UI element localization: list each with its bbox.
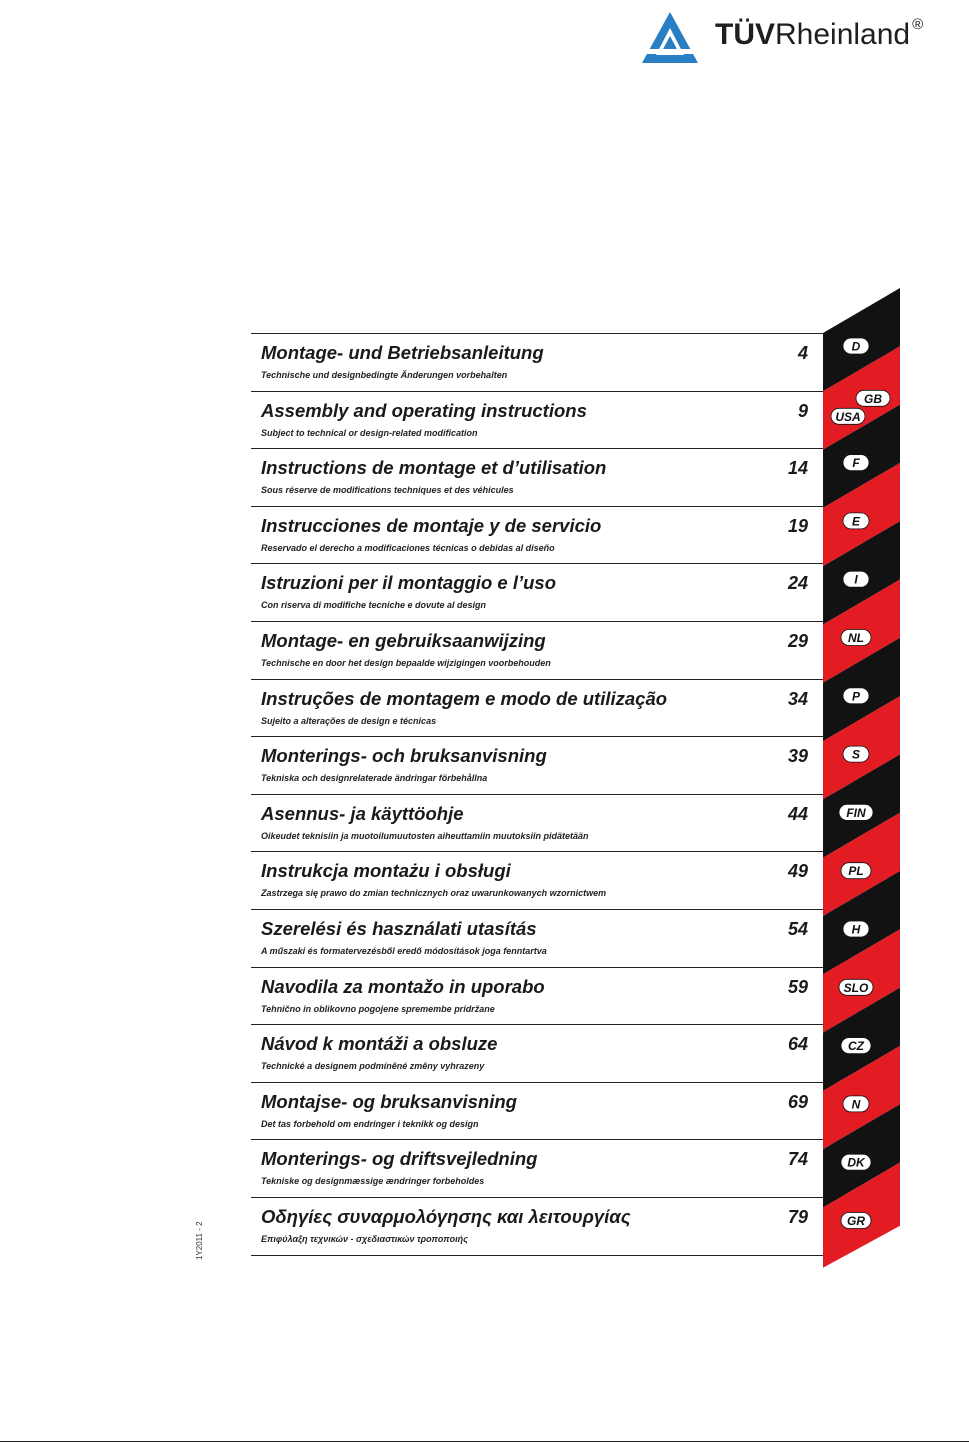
toc-title: Navodila za montažo in uporabo (261, 975, 545, 997)
logo-regular: Rheinland (775, 18, 911, 51)
toc-title: Szerelési és használati utasítás (261, 917, 537, 939)
toc-page-number: 4 (797, 343, 808, 363)
toc-row[interactable] (251, 909, 824, 967)
language-tab-n[interactable] (843, 1096, 869, 1112)
language-code: PL (848, 864, 864, 879)
language-tab-slo[interactable] (839, 979, 873, 995)
language-code: S (851, 747, 861, 762)
toc-title: Instructions de montage et d’utilisation (261, 457, 607, 479)
toc-title: Montage- en gebruiksaanwijzing (261, 629, 546, 651)
language-tab-i[interactable] (843, 571, 869, 587)
toc-subtitle: Tehnično in oblikovno pogojene spremembe pridržane (261, 1003, 495, 1014)
logo-bold: TÜV (715, 18, 775, 51)
toc-row[interactable] (251, 967, 824, 1025)
toc-title: Montajse- og bruksanvisning (261, 1090, 517, 1112)
language-tab-pl[interactable] (841, 863, 871, 879)
toc-page-number: 9 (797, 400, 808, 421)
language-code: GB (864, 391, 882, 406)
toc-page-number: 79 (787, 1206, 808, 1227)
toc-row[interactable] (251, 563, 824, 621)
toc-page-number: 19 (787, 515, 808, 536)
toc-subtitle: Reservado el derecho a modificaciones técnicas o debidas al diseño (261, 542, 555, 553)
toc-title: Assembly and operating instructions (261, 399, 587, 421)
language-tab-s[interactable] (843, 746, 869, 762)
toc-subtitle: Tekniske og designmæssige ændringer forbeholdes (261, 1176, 485, 1187)
toc-row[interactable] (251, 506, 824, 564)
language-tab-h[interactable] (843, 921, 869, 937)
language-code: E (851, 514, 861, 529)
toc-page-number: 69 (787, 1091, 808, 1112)
language-code: D (851, 339, 861, 354)
toc-page-number: 54 (787, 918, 808, 939)
toc-title: Monterings- og driftsvejledning (261, 1148, 538, 1170)
toc-subtitle: Επιφύλαξη τεχνικών - σχεδιαστικών τροποποιής (261, 1233, 468, 1244)
toc-subtitle: Con riserva di modifiche tecniche e dovute al design (261, 600, 487, 611)
language-code: H (851, 922, 861, 937)
logo-reg-mark: ® (912, 16, 924, 33)
language-code: F (852, 456, 860, 471)
triangle-logo-icon (640, 12, 700, 63)
language-tab-nl[interactable] (841, 630, 871, 646)
toc-title: Instruções de montagem e modo de utilização (261, 687, 668, 709)
toc-page-number: 39 (787, 746, 808, 767)
toc-subtitle: Tekniska och designrelaterade ändringar förbehållna (261, 773, 488, 784)
bottom-rule (0, 1441, 969, 1442)
language-tab-cz[interactable] (841, 1038, 871, 1054)
toc-subtitle: Sujeito a alterações de design e técnicas (261, 715, 437, 726)
language-tab-p[interactable] (843, 688, 869, 704)
toc-page-number: 59 (787, 976, 808, 997)
toc-subtitle: Technische und designbedingte Änderungen vorbehalten (261, 370, 508, 380)
toc-row[interactable] (251, 1139, 824, 1197)
language-code: CZ (848, 1039, 864, 1054)
toc-title: Montage- und Betriebsanleitung (261, 342, 544, 363)
toc-page-number: 29 (787, 630, 808, 651)
toc-title: Návod k montáži a obsluze (261, 1033, 498, 1055)
language-code: FIN (846, 805, 866, 820)
toc-row[interactable] (251, 736, 824, 794)
toc-row[interactable] (251, 621, 824, 679)
toc-row[interactable] (251, 333, 824, 391)
toc-page-number: 44 (787, 803, 808, 824)
toc-row[interactable] (251, 679, 824, 737)
toc-title: Οδηγίες συναρμολόγησης και λειτουργίας (261, 1205, 631, 1227)
toc-title: Istruzioni per il montaggio e l’uso (261, 572, 556, 594)
toc-row[interactable] (251, 1082, 824, 1140)
language-tab-e[interactable] (843, 513, 869, 529)
toc-subtitle: Technické a designem podmíněné změny vyhrazeny (261, 1061, 485, 1072)
language-index (251, 333, 824, 1256)
language-code: P (851, 689, 861, 704)
toc-row[interactable] (251, 1197, 824, 1256)
language-code: USA (835, 409, 861, 424)
language-code: N (851, 1097, 861, 1112)
toc-page-number: 14 (787, 458, 808, 479)
toc-row[interactable] (251, 794, 824, 852)
language-code: GR (847, 1214, 865, 1228)
language-code: NL (848, 631, 864, 645)
language-tab-fin[interactable] (839, 804, 873, 820)
logo-wordmark (715, 18, 923, 52)
language-tab-d[interactable] (843, 338, 869, 354)
toc-subtitle: Det tas forbehold om endringer i teknikk og design (261, 1118, 479, 1129)
language-tab-strip (820, 288, 902, 1270)
document-code: 1Y2011 - 2 (195, 1221, 204, 1260)
toc-page-number: 74 (787, 1149, 808, 1170)
toc-title: Monterings- och bruksanvisning (261, 745, 547, 767)
toc-subtitle: Oikeudet teknisiin ja muotoilumuutosten aiheuttamiin muutoksiin pidätetään (261, 830, 589, 841)
language-code: I (854, 572, 858, 587)
toc-title: Instrukcja montażu i obsługi (261, 860, 511, 882)
toc-title: Instrucciones de montaje y de servicio (261, 514, 602, 536)
toc-page-number: 49 (787, 861, 808, 882)
toc-row[interactable] (251, 1024, 824, 1082)
language-tab-f[interactable] (843, 455, 869, 471)
toc-row[interactable] (251, 391, 824, 449)
toc-subtitle: Technische en door het design bepaalde wijzigingen voorbehouden (261, 657, 551, 668)
language-code: SLO (843, 980, 869, 995)
toc-page-number: 24 (787, 573, 808, 594)
language-tab-dk[interactable] (841, 1154, 871, 1170)
language-code: DK (847, 1155, 865, 1170)
toc-subtitle: Zastrzega się prawo do zmian technicznych oraz uwarunkowanych wzornictwem (261, 888, 607, 899)
toc-row[interactable] (251, 851, 824, 909)
toc-subtitle: A műszaki és formatervezésből eredő módosítások joga fenntartva (261, 945, 547, 956)
toc-page-number: 64 (787, 1034, 808, 1055)
toc-page-number: 34 (787, 688, 808, 709)
toc-subtitle: Sous réserve de modifications techniques et des véhicules (261, 485, 514, 496)
toc-row[interactable] (251, 448, 824, 506)
toc-title: Asennus- ja käyttöohje (261, 802, 464, 824)
toc-subtitle: Subject to technical or design-related modification (261, 427, 478, 438)
language-tab-gr[interactable] (841, 1213, 871, 1229)
